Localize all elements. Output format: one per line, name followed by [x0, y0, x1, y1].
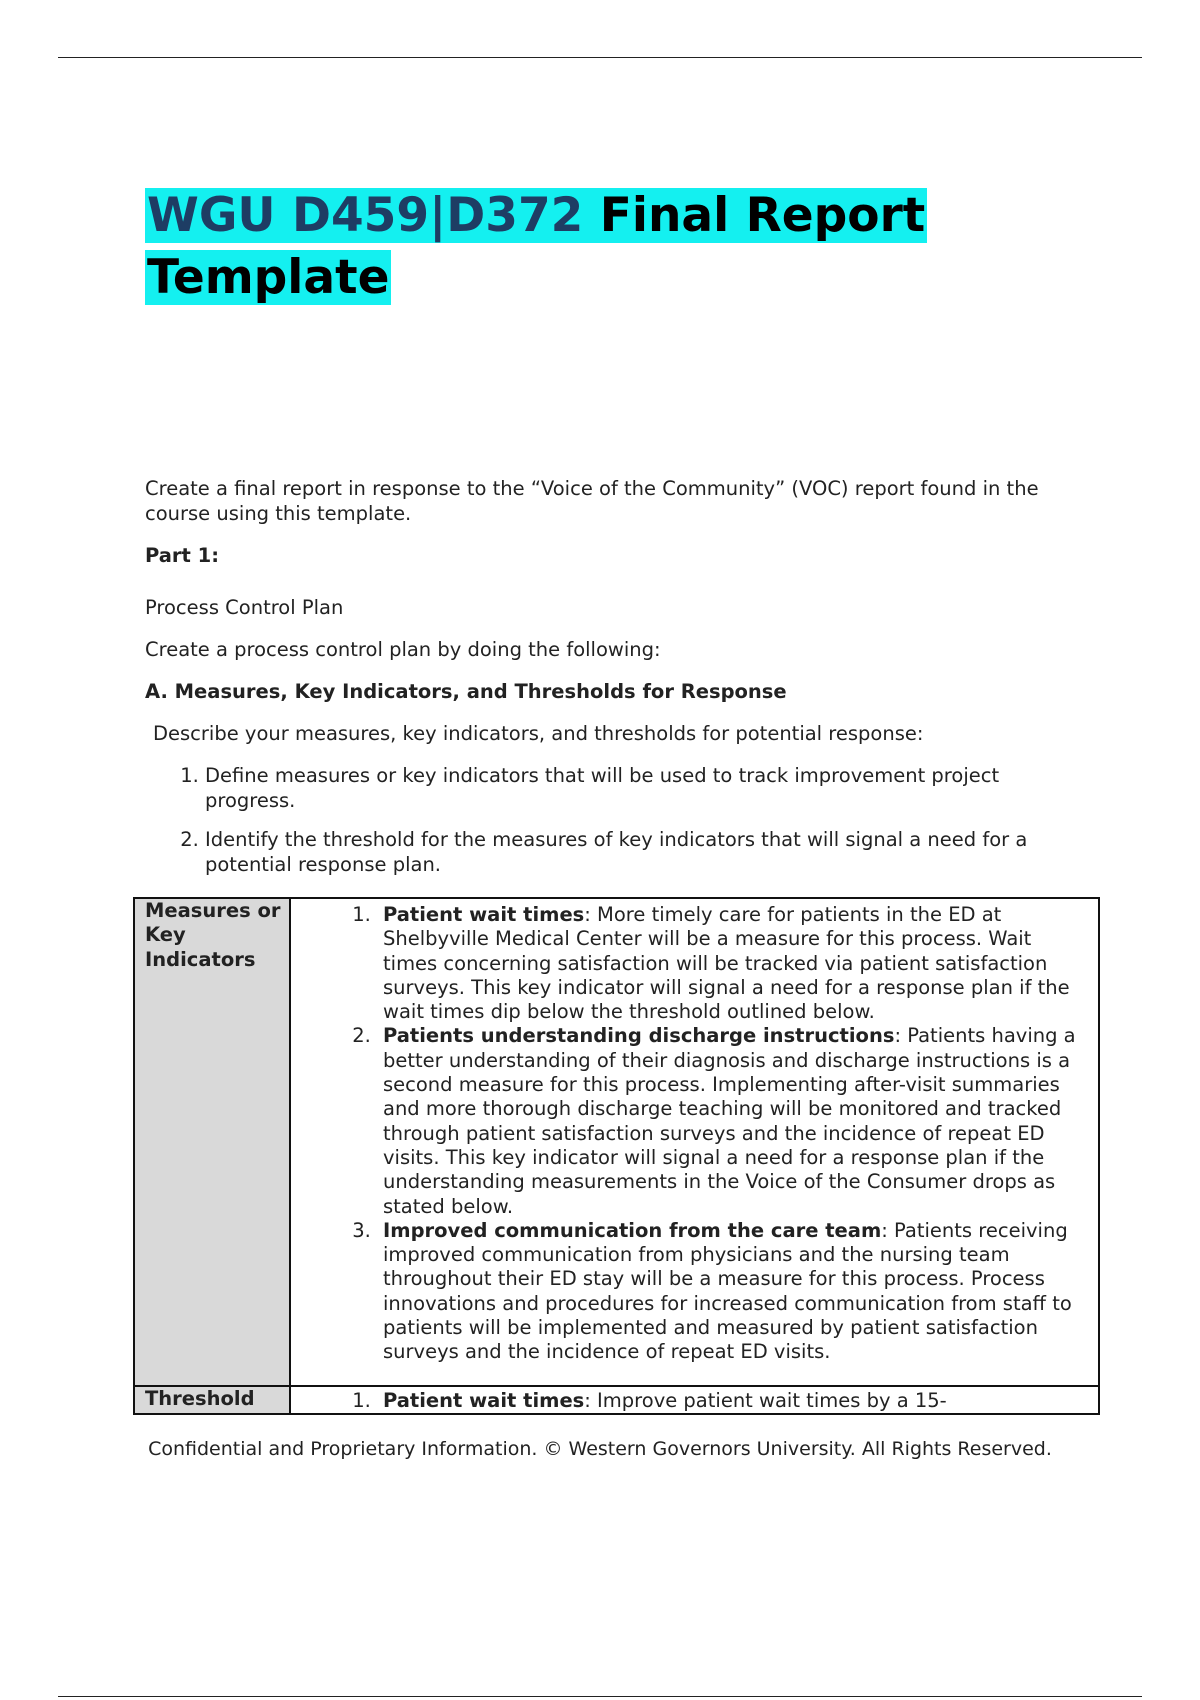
threshold-list	[299, 1389, 1090, 1413]
measure-term: Patient wait times	[383, 903, 585, 926]
row-label-threshold: Threshold	[134, 1386, 290, 1414]
threshold-term: Patient wait times	[383, 1388, 585, 1412]
top-rule	[58, 57, 1142, 58]
section-heading: A. Measures, Key Indicators, and Thresholds for Response	[145, 680, 787, 703]
measure-text: : Patients having a better understanding of their diagnosis and discharge instructions is a second measure for this process. Implementing after-visit summaries and more thorough discharge teaching will be monitored and tracked through patient satisfaction surveys and the incidence of repeat ED visits. This key indicator will signal a need for a response plan if the understanding measurements in the Voice of the Consumer drops as stated below.	[383, 1024, 1076, 1218]
measure-text: : More timely care for patients in the ED at Shelbyville Medical Center will be a measure for this process. Wait times concerning satisfaction will be tracked via patient satisfaction surveys. This key indicator will signal a need for a response plan if the wait times dip below the threshold outlined below.	[383, 903, 1070, 1024]
measure-term: Improved communication from the care team	[383, 1218, 882, 1242]
document-body	[145, 476, 1090, 891]
part-label: Part 1:	[145, 544, 220, 567]
page-footer: Confidential and Proprietary Information. © Western Governors University. All Rights Reserved.	[148, 1438, 1052, 1460]
requirements-list	[145, 763, 1090, 877]
measure-item	[377, 1219, 1090, 1365]
row-label-measures: Measures or Key Indicators	[134, 898, 290, 1386]
requirement-item: 2. Identify the threshold for the measures of key indicators that will signal a need for a potential response plan.	[205, 827, 1090, 877]
table-row-measures	[134, 898, 1099, 1386]
intro-paragraph: Create a final report in response to the “Voice of the Community” (VOC) report found in the course using this template.	[145, 477, 1039, 525]
measures-list	[299, 903, 1090, 1365]
measure-item	[377, 1024, 1090, 1218]
threshold-item	[377, 1389, 1090, 1413]
row-content-measures	[290, 898, 1099, 1386]
instruction-text: Create a process control plan by doing the following:	[145, 638, 661, 661]
requirement-item: 1. Define measures or key indicators that will be used to track improvement project progress.	[205, 763, 1090, 813]
table-row-threshold	[134, 1386, 1099, 1414]
title-line-2: Template	[147, 250, 390, 305]
document-title	[145, 185, 927, 309]
title-course-code: WGU D459|D372	[147, 188, 584, 243]
row-content-threshold	[290, 1386, 1099, 1414]
title-main: Final Report	[599, 188, 926, 243]
section-description: Describe your measures, key indicators, and thresholds for potential response:	[153, 722, 924, 745]
section-subtitle: Process Control Plan	[145, 596, 344, 619]
measure-item	[377, 903, 1090, 1024]
measure-term: Patients understanding discharge instructions	[383, 1024, 895, 1048]
threshold-text: : Improve patient wait times by a 15-	[584, 1388, 947, 1412]
title-line-1	[145, 188, 927, 243]
measure-text: : Patients receiving improved communication from physicians and the nursing team throughout their ED stay will be a measure for this process. Process innovations and procedures for increased communication from staff to patients will be implemented and measured by patient satisfaction surveys and the incidence of repeat ED visits.	[383, 1218, 1072, 1364]
bottom-rule	[58, 1696, 1142, 1697]
process-control-table	[133, 897, 1100, 1415]
